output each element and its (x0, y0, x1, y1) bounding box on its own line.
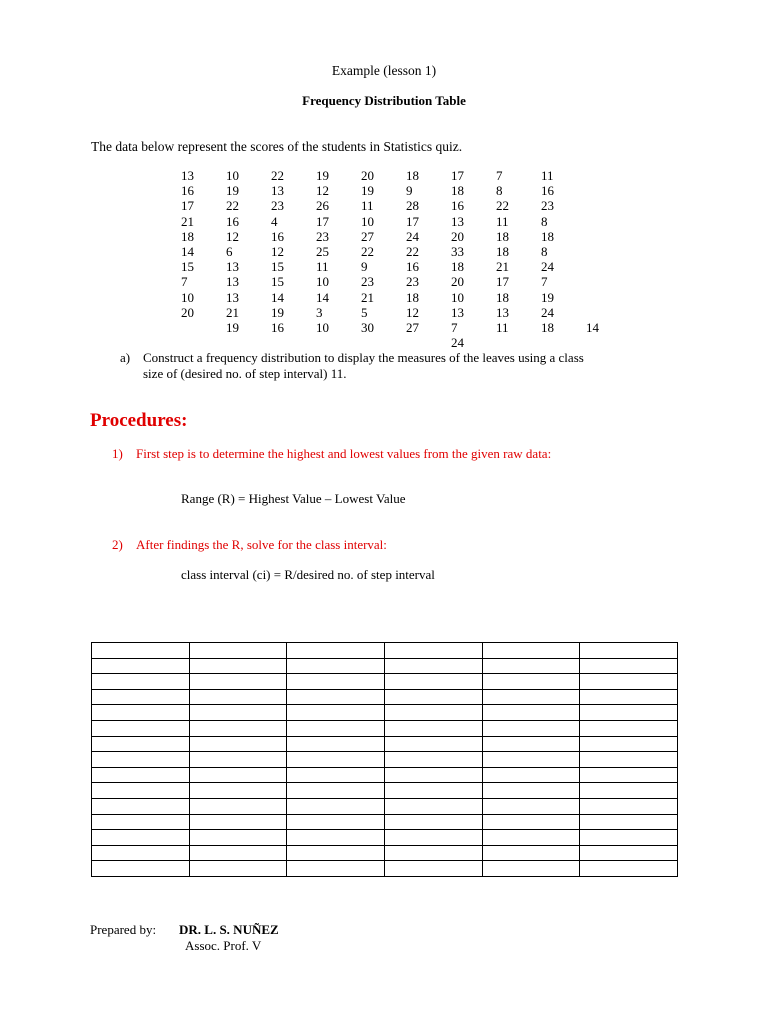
data-value: 19 (316, 168, 329, 183)
data-value: 14 (271, 289, 284, 305)
data-value: 24 (451, 335, 464, 351)
table-cell (482, 767, 580, 783)
data-value: 18 (496, 289, 509, 305)
table-cell (580, 814, 678, 830)
data-value: 24 (541, 259, 554, 275)
data-value: 33 (451, 244, 464, 259)
table-cell (92, 861, 190, 877)
table-cell (189, 798, 287, 814)
table-cell (580, 783, 678, 799)
table-cell (580, 845, 678, 861)
table-cell (287, 861, 385, 877)
document-subtitle: Frequency Distribution Table (302, 93, 466, 108)
data-value: 18 (451, 259, 464, 275)
data-value: 17 (406, 213, 419, 229)
data-value: 18 (406, 289, 419, 305)
table-cell (384, 720, 482, 736)
item-a-letter: a) (120, 350, 131, 365)
table-row (92, 720, 678, 736)
data-value: 16 (406, 259, 419, 275)
data-value: 18 (541, 228, 554, 244)
table-row (92, 798, 678, 814)
table-cell (189, 814, 287, 830)
data-value: 20 (181, 304, 194, 320)
data-value: 4 (271, 213, 278, 229)
data-value: 15 (271, 259, 284, 275)
step-2-text: After findings the R, solve for the class interval: (136, 537, 387, 552)
data-value: 19 (541, 289, 554, 305)
data-value: 24 (541, 304, 554, 320)
data-value: 22 (406, 244, 419, 259)
table-cell (189, 658, 287, 674)
step-1-number: 1) (112, 446, 123, 461)
data-value: 23 (271, 198, 284, 214)
table-cell (580, 752, 678, 768)
data-value: 13 (271, 183, 284, 199)
data-value: 21 (181, 213, 194, 229)
data-value: 13 (181, 168, 194, 183)
table-cell (580, 736, 678, 752)
table-cell (482, 643, 580, 659)
table-cell (287, 798, 385, 814)
table-row (92, 736, 678, 752)
data-value: 18 (451, 183, 464, 199)
data-value: 12 (271, 244, 284, 259)
data-value: 10 (451, 289, 464, 305)
table-row (92, 830, 678, 846)
document-title: Example (lesson 1) (331, 63, 437, 78)
table-cell (482, 783, 580, 799)
data-value: 21 (226, 304, 239, 320)
table-row (92, 845, 678, 861)
data-value: 10 (361, 213, 374, 229)
table-cell (287, 814, 385, 830)
data-value: 7 (181, 274, 188, 290)
data-value: 14 (586, 320, 599, 335)
table-cell (384, 783, 482, 799)
item-a-line2: size of (desired no. of step interval) 11. (143, 366, 347, 381)
data-value: 13 (496, 304, 509, 320)
table-row (92, 814, 678, 830)
table-cell (384, 705, 482, 721)
data-value: 22 (271, 168, 284, 183)
data-value: 21 (496, 259, 509, 275)
data-value: 17 (451, 168, 464, 183)
data-value: 19 (271, 304, 284, 320)
data-value: 19 (226, 320, 239, 335)
data-value: 18 (406, 168, 419, 183)
data-value: 21 (361, 289, 374, 305)
data-value: 18 (181, 228, 194, 244)
table-cell (580, 861, 678, 877)
table-cell (92, 830, 190, 846)
table-cell (580, 720, 678, 736)
table-row (92, 783, 678, 799)
data-value: 10 (181, 289, 194, 305)
data-value: 16 (181, 183, 194, 199)
data-value: 16 (226, 213, 239, 229)
table-cell (287, 658, 385, 674)
table-row (92, 705, 678, 721)
data-value: 12 (406, 304, 419, 320)
author-name: DR. L. S. NUÑEZ (179, 922, 279, 937)
data-value: 14 (181, 244, 194, 259)
prepared-by-label: Prepared by: (90, 922, 157, 937)
table-cell (189, 767, 287, 783)
table-cell (580, 798, 678, 814)
data-value: 17 (496, 274, 509, 290)
data-value: 13 (451, 213, 464, 229)
table-cell (482, 830, 580, 846)
data-value: 17 (316, 213, 329, 229)
data-value: 23 (406, 274, 419, 290)
data-value: 8 (541, 213, 548, 229)
data-value: 10 (226, 168, 239, 183)
data-value: 28 (406, 198, 419, 214)
author-title: Assoc. Prof. V (185, 938, 262, 953)
range-formula: Range (R) = Highest Value – Lowest Value (181, 491, 406, 506)
table-cell (189, 643, 287, 659)
table-cell (482, 814, 580, 830)
table-cell (384, 861, 482, 877)
table-cell (384, 689, 482, 705)
table-cell (580, 643, 678, 659)
table-cell (482, 736, 580, 752)
table-cell (92, 814, 190, 830)
table-row (92, 658, 678, 674)
data-value: 26 (316, 198, 329, 214)
table-row (92, 689, 678, 705)
data-value: 6 (226, 244, 233, 259)
data-value: 15 (271, 274, 284, 290)
data-value: 15 (181, 259, 194, 275)
data-value: 23 (541, 198, 554, 214)
table-cell (384, 752, 482, 768)
table-cell (384, 814, 482, 830)
table-cell (482, 752, 580, 768)
data-value: 27 (361, 228, 374, 244)
table-cell (287, 643, 385, 659)
table-cell (189, 674, 287, 690)
procedures-heading: Procedures: (90, 410, 188, 431)
table-cell (384, 736, 482, 752)
table-row (92, 767, 678, 783)
table-cell (189, 752, 287, 768)
table-cell (92, 845, 190, 861)
table-cell (287, 674, 385, 690)
table-cell (384, 798, 482, 814)
data-value: 19 (361, 183, 374, 199)
table-cell (482, 798, 580, 814)
table-cell (92, 798, 190, 814)
table-cell (384, 643, 482, 659)
table-cell (189, 783, 287, 799)
table-cell (92, 783, 190, 799)
data-value: 20 (451, 228, 464, 244)
table-cell (580, 830, 678, 846)
table-cell (482, 861, 580, 877)
table-cell (384, 830, 482, 846)
data-value: 11 (316, 259, 329, 275)
data-value: 20 (361, 168, 374, 183)
table-cell (92, 736, 190, 752)
data-value: 12 (226, 228, 239, 244)
table-row (92, 643, 678, 659)
data-value: 11 (496, 320, 509, 335)
table-cell (482, 674, 580, 690)
data-value: 5 (361, 304, 368, 320)
table-row (92, 861, 678, 877)
data-value: 16 (271, 228, 284, 244)
intro-paragraph: The data below represent the scores of the students in Statistics quiz. (91, 139, 463, 154)
table-cell (92, 689, 190, 705)
data-value: 8 (496, 183, 503, 199)
data-value: 22 (496, 198, 509, 214)
table-cell (189, 720, 287, 736)
table-cell (384, 845, 482, 861)
table-cell (92, 643, 190, 659)
blank-frequency-table (91, 642, 678, 877)
data-value: 13 (226, 274, 239, 290)
data-value: 13 (451, 304, 464, 320)
data-value: 18 (496, 228, 509, 244)
data-value: 9 (406, 183, 413, 199)
table-row (92, 674, 678, 690)
data-value: 22 (361, 244, 374, 259)
table-cell (287, 845, 385, 861)
data-value: 16 (271, 320, 284, 335)
table-cell (189, 689, 287, 705)
table-cell (287, 752, 385, 768)
data-value: 7 (451, 320, 458, 335)
table-cell (482, 705, 580, 721)
data-value: 7 (496, 168, 503, 183)
data-value: 23 (361, 274, 374, 290)
step-1-text: First step is to determine the highest and lowest values from the given raw data: (136, 446, 552, 461)
data-value: 23 (316, 228, 329, 244)
data-value: 27 (406, 320, 419, 335)
table-cell (189, 845, 287, 861)
table-cell (92, 674, 190, 690)
data-value: 19 (226, 183, 239, 199)
data-value: 7 (541, 274, 548, 290)
data-value: 30 (361, 320, 374, 335)
table-cell (482, 658, 580, 674)
data-value: 24 (406, 228, 419, 244)
data-value: 11 (361, 198, 374, 214)
table-cell (92, 658, 190, 674)
data-value: 22 (226, 198, 239, 214)
table-cell (92, 767, 190, 783)
data-value: 9 (361, 259, 368, 275)
table-cell (189, 861, 287, 877)
item-a-text (143, 350, 584, 382)
data-value: 14 (316, 289, 329, 305)
data-value: 16 (541, 183, 554, 199)
table-cell (92, 720, 190, 736)
data-value: 12 (316, 183, 329, 199)
data-value: 16 (451, 198, 464, 214)
table-cell (580, 705, 678, 721)
table-cell (287, 720, 385, 736)
data-value: 17 (181, 198, 194, 214)
data-value: 18 (541, 320, 554, 335)
table-cell (580, 689, 678, 705)
data-value: 25 (316, 244, 329, 259)
data-value: 18 (496, 244, 509, 259)
data-value: 8 (541, 244, 548, 259)
table-cell (384, 767, 482, 783)
data-value: 20 (451, 274, 464, 290)
table-cell (580, 658, 678, 674)
table-row (92, 752, 678, 768)
table-cell (482, 720, 580, 736)
table-cell (189, 705, 287, 721)
class-interval-formula: class interval (ci) = R/desired no. of step interval (181, 567, 435, 582)
data-value: 3 (316, 304, 323, 320)
table-cell (384, 658, 482, 674)
table-cell (580, 767, 678, 783)
table-cell (580, 674, 678, 690)
table-cell (287, 705, 385, 721)
data-value: 13 (226, 259, 239, 275)
table-cell (287, 830, 385, 846)
table-cell (92, 705, 190, 721)
table-cell (287, 767, 385, 783)
table-cell (92, 752, 190, 768)
table-cell (287, 689, 385, 705)
item-a-line1: Construct a frequency distribution to display the measures of the leaves using a class (143, 350, 584, 365)
step-2-number: 2) (112, 537, 123, 552)
table-cell (189, 830, 287, 846)
table-cell (384, 674, 482, 690)
table-cell (482, 845, 580, 861)
data-value: 11 (541, 168, 554, 183)
table-cell (287, 783, 385, 799)
data-value: 13 (226, 289, 239, 305)
data-value: 10 (316, 320, 329, 335)
table-cell (189, 736, 287, 752)
table-cell (287, 736, 385, 752)
data-value: 10 (316, 274, 329, 290)
data-value: 11 (496, 213, 509, 229)
table-cell (482, 689, 580, 705)
